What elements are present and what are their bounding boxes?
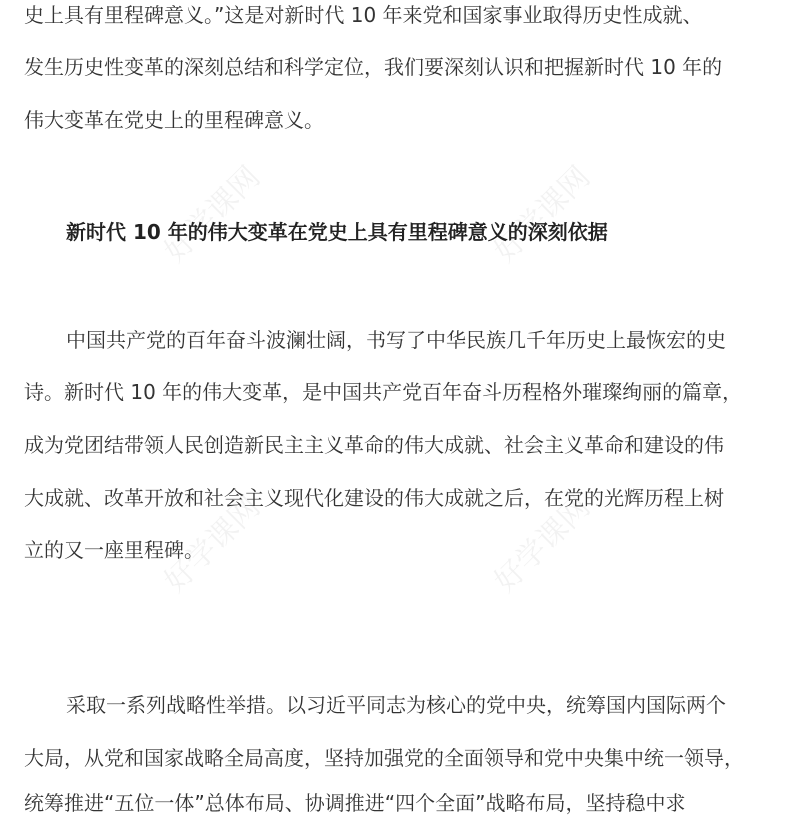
watermark-text: 好学课网 — [157, 489, 268, 600]
paragraph-line: 立的又一座里程碑。 — [24, 538, 204, 562]
paragraph-line: 诗。新时代 10 年的伟大变革，是中国共产党百年奋斗历程格外璀璨绚丽的篇章， — [24, 380, 743, 404]
paragraph-line: 统筹推进“五位一体”总体布局、协调推进“四个全面”战略布局，坚持稳中求 — [24, 791, 686, 815]
paragraph-line: 大局，从党和国家战略全局高度，坚持加强党的全面领导和党中央集中统一领导， — [24, 746, 744, 770]
paragraph-line: 采取一系列战略性举措。以习近平同志为核心的党中央，统筹国内国际两个 — [66, 693, 726, 717]
paragraph-line: 伟大变革在党史上的里程碑意义。 — [24, 108, 324, 132]
paragraph-line: 史上具有里程碑意义。”这是对新时代 10 年来党和国家事业取得历史性成就、 — [24, 3, 703, 27]
paragraph-line: 发生历史性变革的深刻总结和科学定位，我们要深刻认识和把握新时代 10 年的 — [24, 55, 723, 79]
watermark-text: 好学课网 — [157, 159, 268, 270]
watermark-text: 好学课网 — [487, 489, 598, 600]
paragraph-line: 成为党团结带领人民创造新民主主义革命的伟大成就、社会主义革命和建设的伟 — [24, 433, 724, 457]
paragraph-line: 中国共产党的百年奋斗波澜壮阔，书写了中华民族几千年历史上最恢宏的史 — [66, 328, 726, 352]
watermark-text: 好学课网 — [487, 159, 598, 270]
section-heading: 新时代 10 年的伟大变革在党史上具有里程碑意义的深刻依据 — [66, 220, 608, 244]
paragraph-line: 大成就、改革开放和社会主义现代化建设的伟大成就之后，在党的光辉历程上树 — [24, 486, 724, 510]
